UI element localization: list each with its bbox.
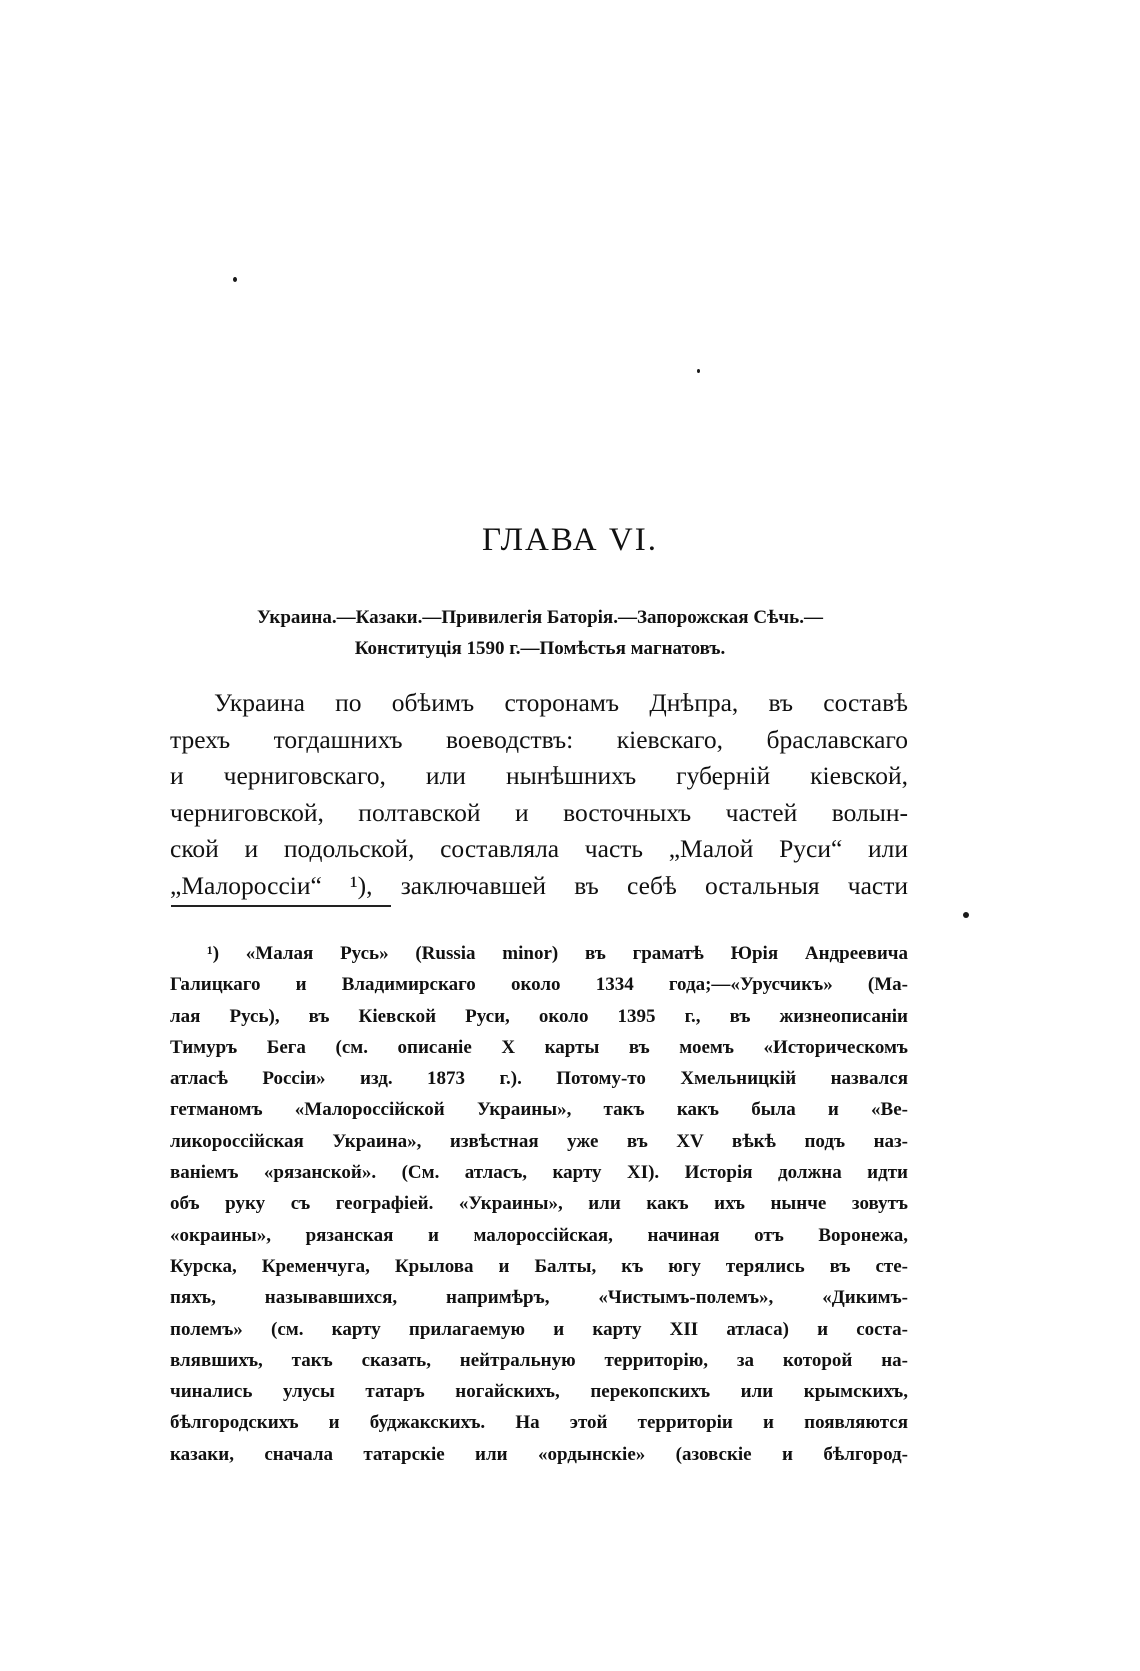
footnote-divider <box>171 905 391 907</box>
footnote-line: Курска, Кременчуга, Крылова и Балты, къ югу терялись въ сте- <box>170 1255 908 1277</box>
footnote-line: Тимуръ Бега (см. описаніе X карты въ моемъ «Историческомъ <box>170 1036 908 1058</box>
footnote-line: бѣлгородскихъ и буджакскихъ. На этой территоріи и появляются <box>170 1412 908 1434</box>
summary-line: Конституція 1590 г.—Помѣстья магнатовъ. <box>354 638 726 659</box>
footnote-line: влявшихъ, такъ сказать, нейтральную территорію, за которой на- <box>170 1349 908 1371</box>
footnote <box>170 938 908 1470</box>
body-paragraph <box>170 685 908 904</box>
footnote-line: лая Русь), въ Кіевской Руси, около 1395 г., въ жизнеописаніи <box>170 1005 908 1027</box>
footnote-line: ¹) «Малая Русь» (Russia minor) въ граматѣ Юрія Андреевича <box>207 943 908 964</box>
footnote-line: «окраины», рязанская и малороссійская, начиная отъ Воронежа, <box>170 1224 908 1246</box>
footnote-line: чинались улусы татаръ ногайскихъ, перекопскихъ или крымскихъ, <box>170 1381 908 1403</box>
footnote-line: атласѣ Россіи» изд. 1873 г.). Потому-то Хмельницкій назвался <box>170 1068 908 1090</box>
body-line: и черниговскаго, или нынѣшнихъ губерній кіевской, <box>170 761 908 790</box>
footnote-line: Галицкаго и Владимирскаго около 1334 года;—«Урусчикъ» (Ма- <box>170 974 908 996</box>
footnote-line: гетманомъ «Малороссійской Украины», такъ какъ была и «Ве- <box>170 1099 908 1121</box>
footnote-line: ликороссійская Украина», извѣстная уже въ XV вѣкѣ подъ наз- <box>170 1130 908 1152</box>
chapter-title: ГЛАВА VI. <box>482 522 658 558</box>
body-line: черниговской, полтавской и восточныхъ частей волын- <box>170 797 908 827</box>
footnote-line: казаки, сначала татарскіе или «ордынскіе» (азовскіе и бѣлгород- <box>170 1443 908 1465</box>
footnote-line: ваніемъ «рязанской». (См. атласъ, карту XI). Исторія должна идти <box>170 1162 908 1184</box>
body-line: ской и подольской, составляла часть „Малой Руси“ или <box>170 834 908 863</box>
footnote-line: объ руку съ географіей. «Украины», или какъ ихъ нынче зовутъ <box>170 1193 908 1215</box>
body-line: трехъ тогдашнихъ воеводствъ: кіевскаго, браславскаго <box>170 724 908 754</box>
summary-line: Украина.—Казаки.—Привилегія Баторія.—Запорожская Сѣчь.— <box>257 607 823 628</box>
body-line: „Малороссіи“ ¹), заключавшей въ себѣ остальныя части <box>170 870 908 900</box>
chapter-summary <box>160 602 920 664</box>
ink-speck <box>963 912 969 918</box>
footnote-line: пяхъ, называвшихся, напримѣръ, «Чистымъ-полемъ», «Дикимъ- <box>170 1287 908 1309</box>
ink-speck <box>233 277 237 282</box>
ink-speck <box>697 369 700 373</box>
body-line: Украина по обѣимъ сторонамъ Днѣпра, въ составѣ <box>214 688 908 717</box>
footnote-line: полемъ» (см. карту прилагаемую и карту XII атласа) и соста- <box>170 1318 908 1340</box>
